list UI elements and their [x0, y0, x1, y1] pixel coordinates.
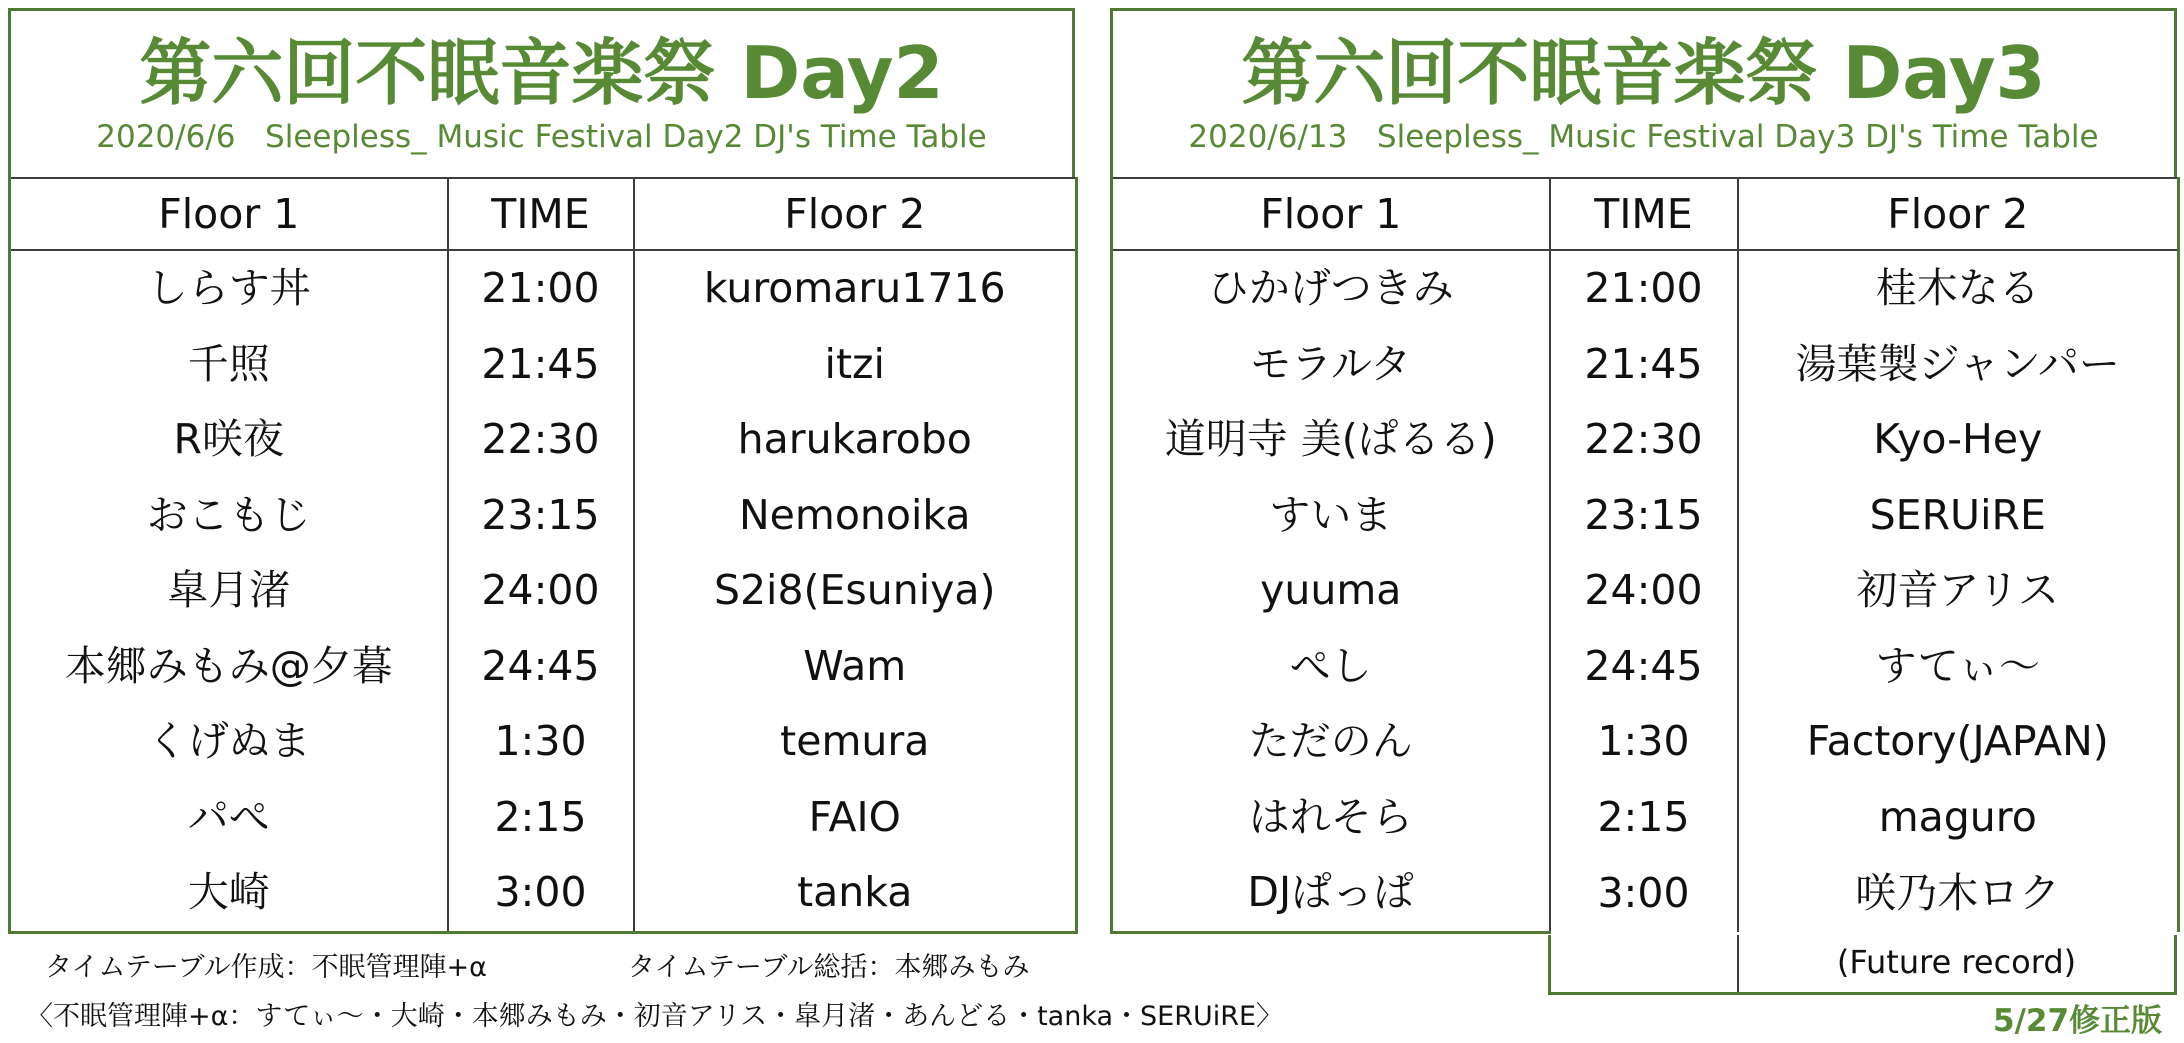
table-row — [10, 855, 1077, 932]
time-slot: 24:00 — [448, 553, 634, 629]
floor2-dj: FAIO — [634, 780, 1077, 856]
floor1-dj: くげぬま — [10, 704, 448, 780]
floor1-dj: ただのん — [1112, 704, 1550, 780]
day3-table — [1110, 177, 2180, 934]
revision-note: 5/27修正版 — [1993, 1003, 2163, 1039]
table-row — [1112, 629, 2179, 705]
day2-timetable — [8, 8, 1075, 934]
table-row — [1112, 327, 2179, 403]
table-row — [10, 553, 1077, 629]
floor2-dj: harukarobo — [634, 402, 1077, 478]
time-slot: 2:15 — [1550, 780, 1738, 856]
column-header-floor2: Floor 2 — [1738, 178, 2179, 250]
credit-supervision: タイムテーブル総括：本郷みもみ — [628, 952, 1030, 983]
floor1-dj: 皐月渚 — [10, 553, 448, 629]
floor1-dj: はれそら — [1112, 780, 1550, 856]
day3-header — [1110, 8, 2177, 177]
floor2-dj: 初音アリス — [1738, 553, 2179, 629]
floor2-dj: tanka — [634, 855, 1077, 932]
floor2-dj: itzi — [634, 327, 1077, 403]
floor1-dj: すいま — [1112, 478, 1550, 554]
floor2-dj: kuromaru1716 — [634, 250, 1077, 327]
column-header-time: TIME — [1550, 178, 1738, 250]
floor1-dj: 大崎 — [10, 855, 448, 932]
day3-title: 第六回不眠音楽祭 Day3 — [1241, 31, 2046, 115]
table-header-row — [1112, 178, 2179, 250]
floor1-dj: yuuma — [1112, 553, 1550, 629]
day3-extra-row — [1548, 935, 2177, 995]
table-row — [10, 478, 1077, 554]
floor1-dj: パぺ — [10, 780, 448, 856]
floor1-dj: ひかげつきみ — [1112, 250, 1550, 327]
floor1-dj: ぺし — [1112, 629, 1550, 705]
table-row — [1112, 478, 2179, 554]
day2-header — [8, 8, 1075, 177]
time-slot: 21:00 — [448, 250, 634, 327]
floor1-dj: 道明寺 美(ぱるる) — [1112, 402, 1550, 478]
day2-table — [8, 177, 1078, 934]
table-row — [1112, 780, 2179, 856]
time-slot: 23:15 — [1550, 478, 1738, 554]
floor2-dj: 桂木なる — [1738, 250, 2179, 327]
table-row — [10, 250, 1077, 327]
floor2-dj: Wam — [634, 629, 1077, 705]
time-slot: 22:30 — [1550, 402, 1738, 478]
day3-subtitle: 2020/6/13 Sleepless_ Music Festival Day3 DJ's Time Table — [1188, 119, 2099, 155]
staff-members: 〈不眠管理陣+α：すてぃ～・大崎・本郷みもみ・初音アリス・皐月渚・あんどる・tanka・SERUiRE〉 — [26, 1001, 1284, 1032]
column-header-time: TIME — [448, 178, 634, 250]
day2-subtitle: 2020/6/6 Sleepless_ Music Festival Day2 DJ's Time Table — [96, 119, 987, 155]
time-slot: 1:30 — [448, 704, 634, 780]
time-slot: 21:00 — [1550, 250, 1738, 327]
time-slot: 23:15 — [448, 478, 634, 554]
floor1-dj: モラルタ — [1112, 327, 1550, 403]
floor2-dj: 湯葉製ジャンパー — [1738, 327, 2179, 403]
day2-title: 第六回不眠音楽祭 Day2 — [139, 31, 944, 115]
floor2-dj: SERUiRE — [1738, 478, 2179, 554]
floor1-dj: 千照 — [10, 327, 448, 403]
floor1-dj: DJぱっぱ — [1112, 855, 1550, 932]
day3-timetable — [1110, 8, 2177, 981]
table-header-row — [10, 178, 1077, 250]
column-header-floor1: Floor 1 — [1112, 178, 1550, 250]
time-slot: 21:45 — [448, 327, 634, 403]
table-row — [10, 780, 1077, 856]
floor1-dj: 本郷みもみ@夕暮 — [10, 629, 448, 705]
table-row — [10, 704, 1077, 780]
time-slot: 1:30 — [1550, 704, 1738, 780]
table-row — [10, 402, 1077, 478]
table-row — [10, 629, 1077, 705]
time-slot: 24:45 — [448, 629, 634, 705]
floor2-dj: Kyo-Hey — [1738, 402, 2179, 478]
column-header-floor1: Floor 1 — [10, 178, 448, 250]
floor1-dj: おこもじ — [10, 478, 448, 554]
floor2-dj: すてぃ～ — [1738, 629, 2179, 705]
credit-made-by: タイムテーブル作成：不眠管理陣+α — [45, 952, 487, 983]
floor2-dj: maguro — [1738, 780, 2179, 856]
floor1-dj: R咲夜 — [10, 402, 448, 478]
floor2-dj-note: (Future record) — [1836, 943, 2077, 981]
time-slot: 3:00 — [1550, 855, 1738, 932]
floor2-dj: Nemonoika — [634, 478, 1077, 554]
time-slot: 24:45 — [1550, 629, 1738, 705]
table-row — [10, 327, 1077, 403]
time-slot: 2:15 — [448, 780, 634, 856]
time-slot: 3:00 — [448, 855, 634, 932]
floor2-dj: S2i8(Esuniya) — [634, 553, 1077, 629]
floor2-dj: temura — [634, 704, 1077, 780]
table-row — [1112, 402, 2179, 478]
floor2-dj: Factory(JAPAN) — [1738, 704, 2179, 780]
floor2-dj: 咲乃木ロク — [1738, 855, 2179, 932]
time-slot: 22:30 — [448, 402, 634, 478]
table-row — [1112, 855, 2179, 932]
time-slot: 21:45 — [1550, 327, 1738, 403]
table-row — [1112, 250, 2179, 327]
time-slot: 24:00 — [1550, 553, 1738, 629]
table-row — [1112, 704, 2179, 780]
floor1-dj: しらす丼 — [10, 250, 448, 327]
table-row — [1112, 553, 2179, 629]
column-header-floor2: Floor 2 — [634, 178, 1077, 250]
